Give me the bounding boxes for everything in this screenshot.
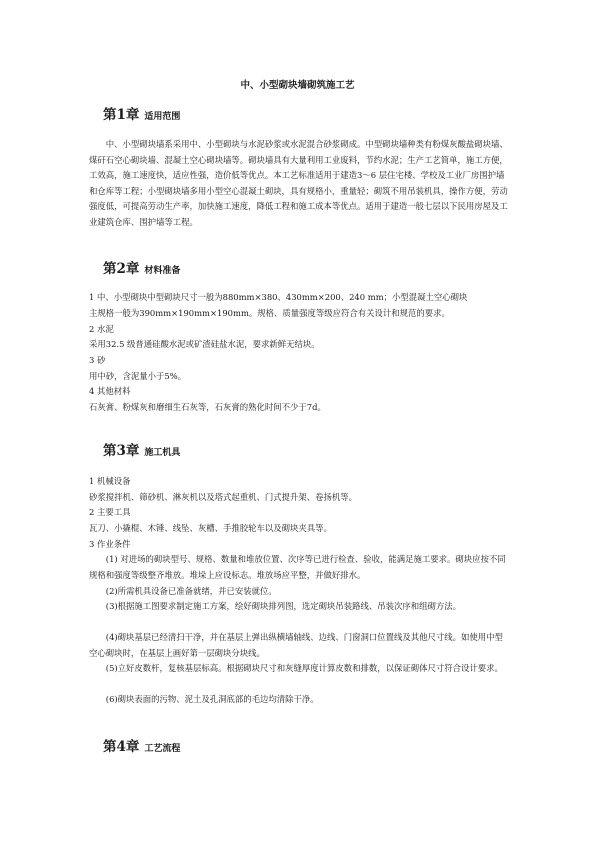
chapter-1-paragraph: 中、小型砌块墙系采用中、小型砌块与水泥砂浆或水泥混合砂浆砌成。中型砌块墙种类有粉煤灰酸盐砌块墙、煤矸石空心砌块墙、混凝土空心砌块墙等。砌块墙具有大量利用工业废料，节约水泥；生产工艺简单，施工方便，工效高，施工速度快，适应性强，造价低等优点。本工艺标准适用于建造3～6 层住宅楼、学校及工业厂房围护墙和仓库等工程；小型砌块墙多用小型空心混凝土砌块，具有规格小，重量轻；砌筑不用吊装机具，操作方便，劳动强度低，可提高劳动生产率，加快施工速度，降低工程和施工成本等优点。适用于建造一般七层以下民用房屋及工业建筑仓库、围护墙等工程。 [89,139,508,227]
chapter-number: 第1章 [103,107,140,123]
equipment-line: 2 主要工具 [89,507,131,517]
chapter-number: 第3章 [103,443,140,459]
materials-line: 采用32.5 级普通硅酸水泥或矿渣硅盐水泥，要求新鲜无结块。 [89,339,320,349]
work-condition-item: (4)砌块基层已经清扫干净，并在基层上弹出纵横墙轴线、边线、门窗洞口位置线及其他尺寸线。如使用中型空心砌块时，在基层上画好第一层砌块分块线。 [89,632,503,658]
work-condition-item: (3)根据施工图要求制定施工方案，绘好砌块排列图，选定砌块吊装路线、吊装次序和组砌方法。 [105,601,462,611]
materials-line: 1 中、小型砌块中型砌块尺寸一般为880mm×380、430mm×200、240 mm；小型混凝土空心砌块 [89,292,468,302]
chapter-title: 工艺流程 [144,744,181,754]
materials-line: 4 其他材料 [89,386,131,396]
work-condition-item: (6)砌块表面的污物、泥土及孔洞底部的毛边均清除干净。 [105,694,319,704]
materials-line: 石灰膏、粉煤灰和磨细生石灰等，石灰膏的熟化时间不少于7d。 [89,402,326,412]
chapter-title: 施工机具 [144,448,181,458]
equipment-line: 砂浆搅拌机、筛砂机、淋灰机以及塔式起重机、门式提升架、卷扬机等。 [89,492,357,502]
work-condition-item: (1) 对进场的砌块型号、规格、数量和堆放位置、次序等已进行检查、验收，能满足施工要求。砌块应按不同规格和强度等级整齐堆放。堆垛上应设标志。堆放场应平整，并做好排水。 [89,554,506,580]
chapter-3-heading [103,441,180,462]
document-title: 中、小型砌块墙砌筑施工艺 [240,80,355,91]
chapter-4-heading [103,737,180,758]
equipment-line: 瓦刀、小撬棍、木锤、线坠、灰槽、手推胶轮车以及砌块夹具等。 [89,523,332,533]
chapter-number: 第2章 [103,261,140,277]
chapter-2-heading [103,259,180,280]
work-condition-item: (5)立好皮数杆，复核基层标高。根据砌块尺寸和灰缝厚度计算皮数和排数，以保证砌体尺寸符合设计要求。 [105,663,503,673]
chapter-title: 适用范围 [144,112,181,122]
materials-line: 主规格一般为390mm×190mm×190mm。规格、质量强度等级应符合有关设计和规范的要求。 [89,308,450,318]
materials-line: 用中砂，含泥量小于5%。 [89,371,187,381]
materials-line: 3 砂 [89,355,106,365]
equipment-line: 3 作业条件 [89,539,131,549]
equipment-line: 1 机械设备 [89,476,131,486]
chapter-title: 材料准备 [144,266,181,276]
chapter-number: 第4章 [103,739,140,755]
materials-line: 2 水泥 [89,324,114,334]
chapter-1-heading [103,105,180,126]
work-condition-item: (2)所需机具设备已准备就绪，并已安装就位。 [105,586,277,596]
